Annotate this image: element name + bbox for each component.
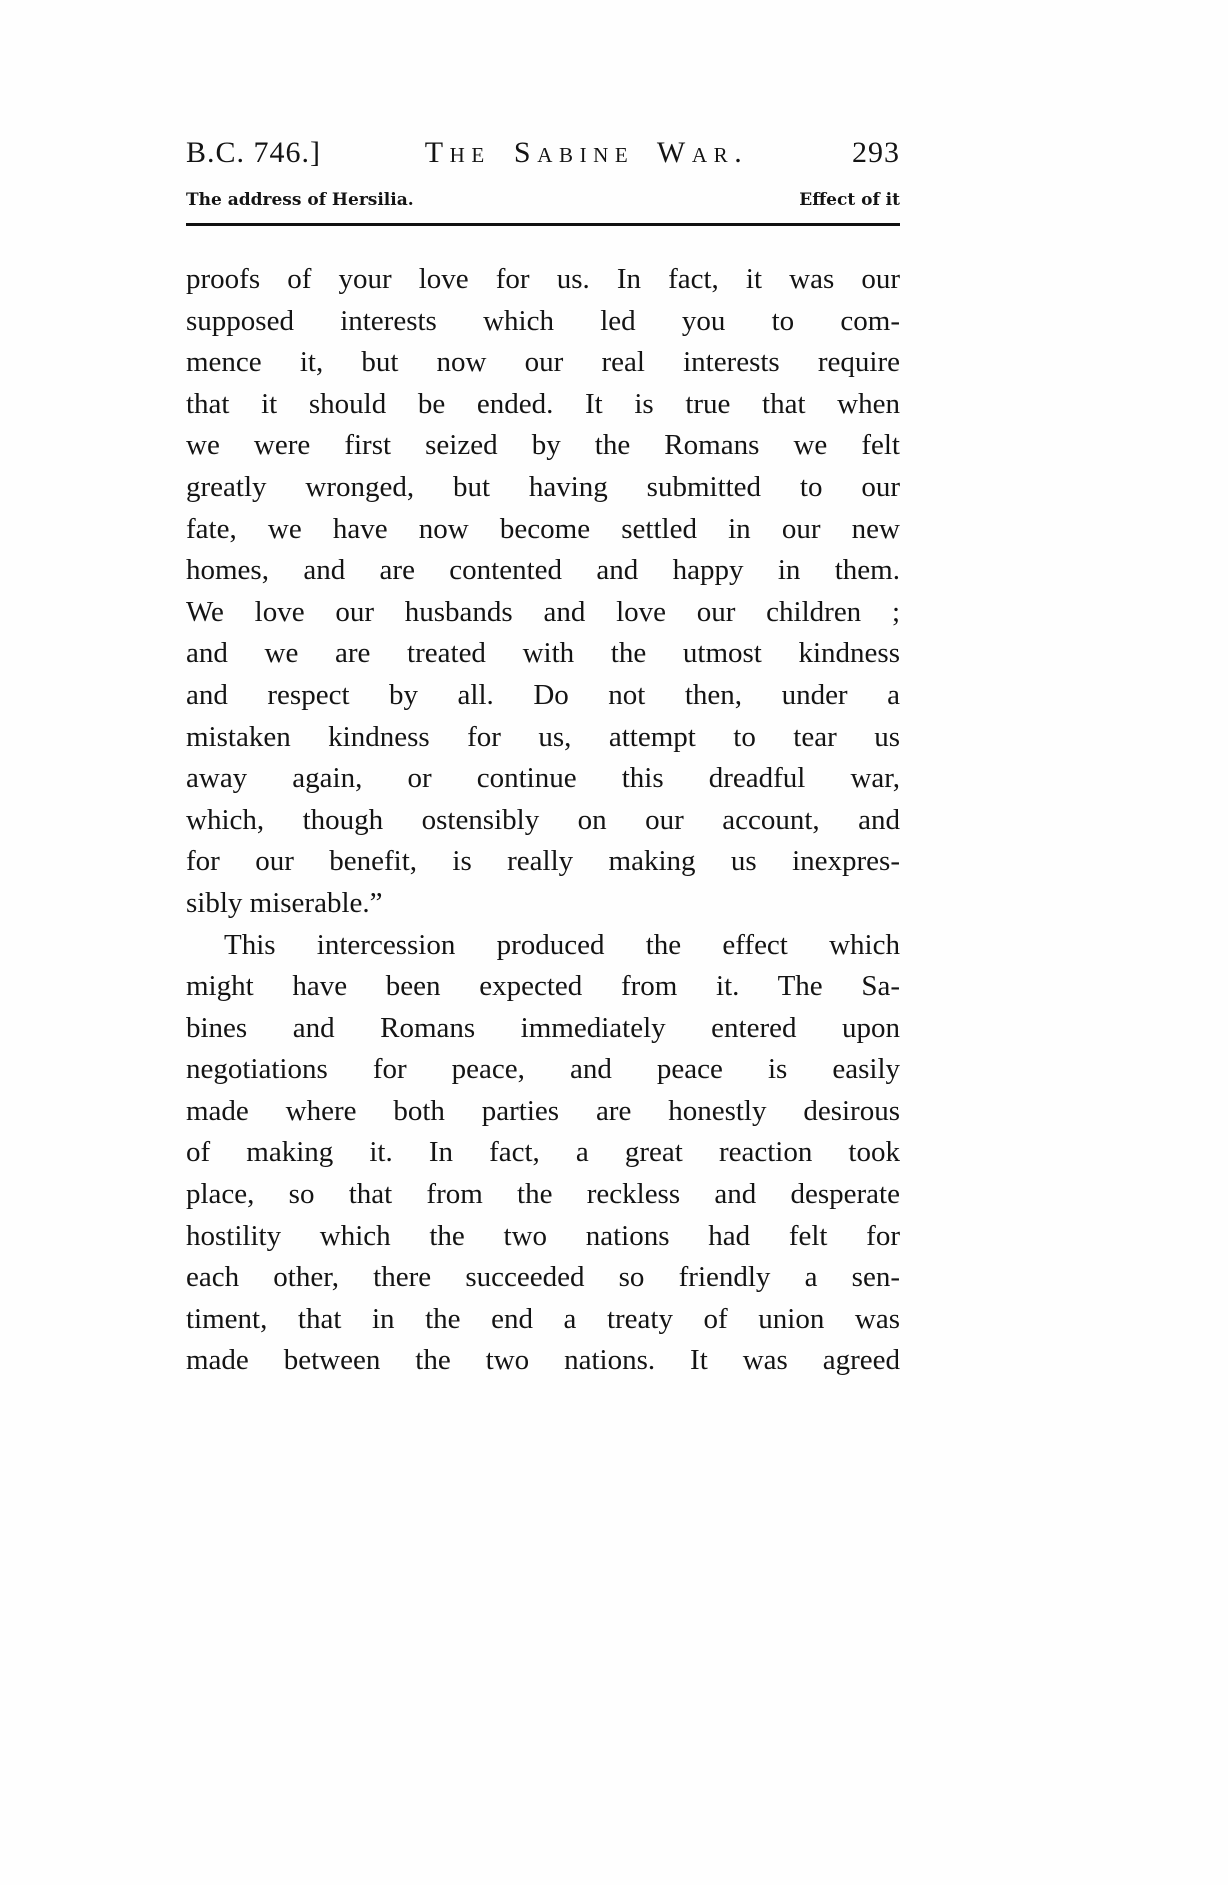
text-line: and we are treated with the utmost kindness	[186, 637, 900, 670]
text-line: This intercession produced the effect which	[224, 928, 900, 961]
text-line: which, though ostensibly on our account, and	[186, 803, 900, 836]
page-number: 293	[852, 136, 900, 169]
text-line: mence it, but now our real interests require	[186, 346, 900, 379]
body-text	[186, 259, 900, 1382]
text-line: and respect by all. Do not then, under a	[186, 678, 900, 711]
text-line: proofs of your love for us. In fact, it was our	[186, 263, 900, 295]
text-line: for our benefit, is really making us inexpres-	[186, 845, 900, 878]
text-line: might have been expected from it. The Sa-	[186, 970, 900, 1003]
text-line: timent, that in the end a treaty of union was	[186, 1302, 900, 1335]
text-line: that it should be ended. It is true that when	[186, 387, 900, 420]
text-line: negotiations for peace, and peace is easily	[186, 1053, 900, 1086]
margin-summary	[186, 190, 900, 210]
text-line: greatly wronged, but having submitted to our	[186, 470, 900, 503]
text-line: away again, or continue this dreadful war,	[186, 762, 900, 795]
text-line: made between the two nations. It was agreed	[186, 1344, 900, 1377]
divider-rule	[186, 223, 900, 226]
running-header	[186, 136, 900, 170]
text-line: we were first seized by the Romans we felt	[186, 429, 900, 462]
page-content	[186, 136, 900, 1382]
text-line: each other, there succeeded so friendly a sen-	[186, 1261, 900, 1294]
text-line: place, so that from the reckless and desperate	[186, 1178, 900, 1211]
text-line: made where both parties are honestly desirous	[186, 1094, 900, 1127]
text-line: mistaken kindness for us, attempt to tear us	[186, 720, 900, 753]
text-line: bines and Romans immediately entered upon	[186, 1011, 900, 1044]
page-title: The Sabine War.	[424, 136, 749, 169]
text-line: supposed interests which led you to com-	[186, 304, 900, 337]
margin-summary-right: Effect of it	[799, 190, 900, 210]
text-line: sibly miserable.”	[186, 886, 383, 919]
text-line: We love our husbands and love our children ;	[186, 595, 900, 628]
text-line: fate, we have now become settled in our new	[186, 512, 900, 545]
text-line: of making it. In fact, a great reaction took	[186, 1136, 900, 1169]
text-line: homes, and are contented and happy in them.	[186, 554, 900, 587]
header-date: B.C. 746.]	[186, 136, 322, 169]
text-line: hostility which the two nations had felt for	[186, 1219, 900, 1252]
margin-summary-left: The address of Hersilia.	[186, 190, 414, 210]
